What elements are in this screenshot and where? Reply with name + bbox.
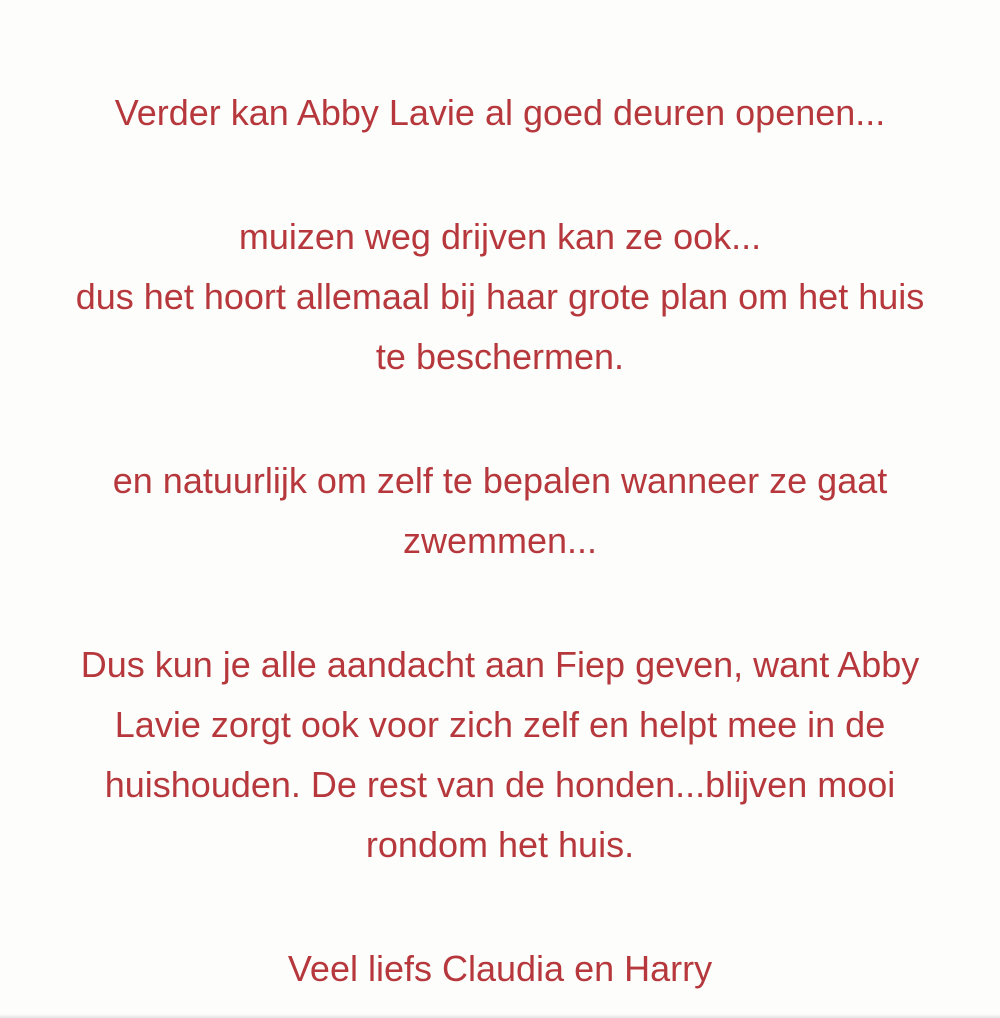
letter-line: huishouden. De rest van de honden...blijven mooi (104, 764, 896, 805)
letter-line: Veel liefs Claudia en Harry (287, 948, 713, 989)
letter-signoff (40, 939, 960, 999)
letter-paragraph (40, 207, 960, 387)
bottom-edge-shadow (0, 1014, 1000, 1018)
letter-line: te beschermen. (375, 336, 625, 377)
letter-line: en natuurlijk om zelf te bepalen wanneer ze gaat (112, 460, 888, 501)
letter-line: dus het hoort allemaal bij haar grote plan om het huis (75, 276, 925, 317)
letter-line: rondom het huis. (365, 824, 635, 865)
letter-line: zwemmen... (402, 520, 598, 561)
letter-line: Verder kan Abby Lavie al goed deuren openen... (114, 92, 886, 133)
letter-paragraph (40, 635, 960, 875)
letter-paragraph (40, 451, 960, 571)
letter-line: muizen weg drijven kan ze ook... (238, 216, 762, 257)
letter-body (40, 83, 960, 999)
letter-line: Dus kun je alle aandacht aan Fiep geven, want Abby (80, 644, 920, 685)
letter-line: Lavie zorgt ook voor zich zelf en helpt mee in de (114, 704, 886, 745)
letter-paragraph (40, 83, 960, 143)
